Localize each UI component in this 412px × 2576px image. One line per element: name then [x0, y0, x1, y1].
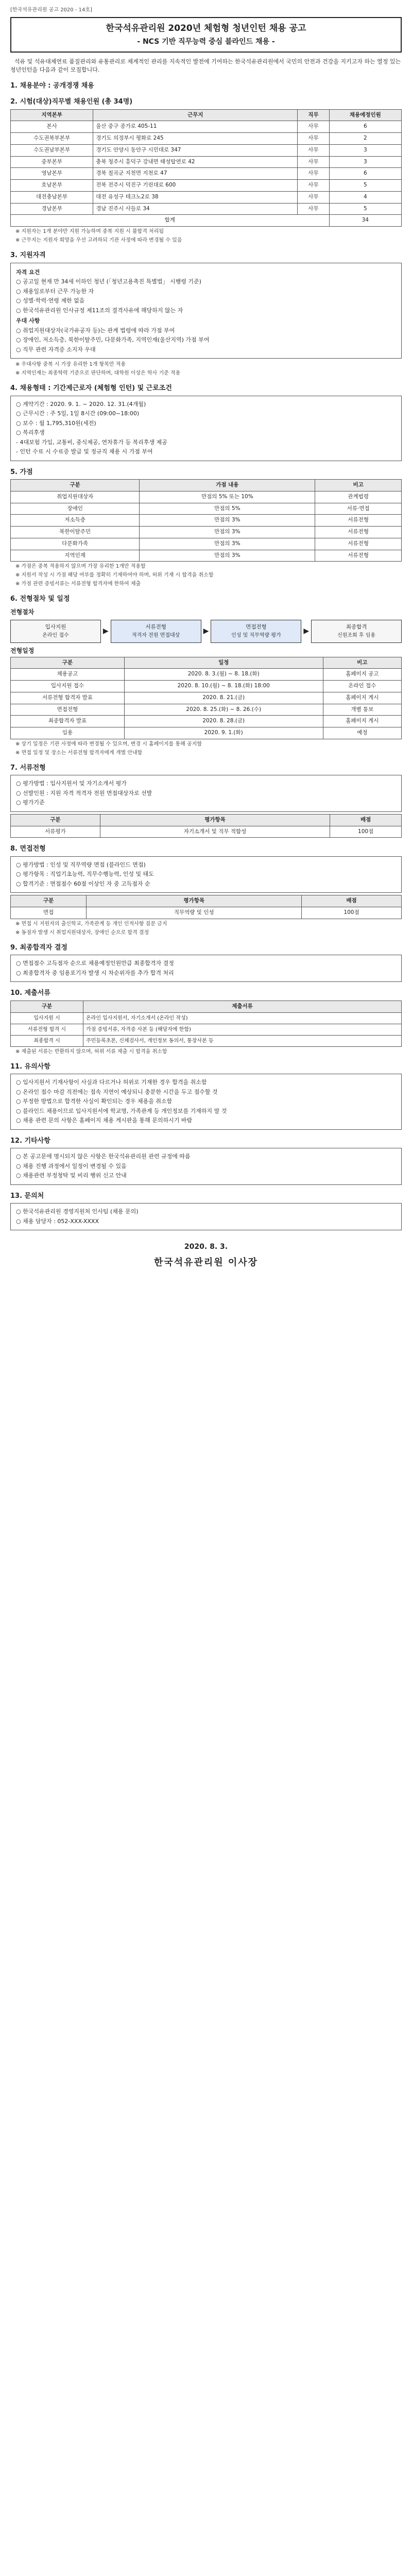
note: ※ 지역인재는 최종학력 기준으로 판단하며, 대학원 이상은 학사 기준 적용: [15, 370, 181, 376]
cell: 영남본부: [11, 168, 93, 180]
col-header: 평가항목: [87, 895, 302, 907]
note: ※ 면접 일정 및 장소는 서류전형 합격자에게 개별 안내함: [15, 750, 143, 756]
list-item: ○ 공고일 현재 만 34세 이하인 청년 (「청년고용촉진 특별법」 시행령 기준): [16, 278, 201, 285]
list-item: ○ 채용 진행 과정에서 일정이 변경될 수 있음: [16, 1162, 127, 1170]
cell: 지역인재: [11, 550, 140, 562]
cell: 채용공고: [11, 669, 125, 681]
table-total-row: [11, 215, 402, 227]
page-title: 한국석유관리원 2020년 체험형 청년인턴 채용 공고: [106, 23, 306, 33]
note: ※ 가점 관련 증빙서류는 서류전형 합격자에 한하여 제출: [15, 581, 141, 587]
table-row: [11, 907, 402, 919]
cell: 온라인 접수: [323, 681, 401, 692]
list-item: ○ 블라인드 채용이므로 입사지원서에 학교명, 가족관계 등 개인정보를 기재하지 말 것: [16, 1107, 227, 1114]
cell: 홈페이지 공고: [323, 669, 401, 681]
list-item: ○ 보수 : 월 1,795,310원(세전): [16, 419, 96, 427]
list-item: ○ 직무 관련 자격증 소지자 우대: [16, 346, 96, 353]
table-row: [11, 491, 402, 503]
cell: 만점의 5%: [140, 503, 315, 515]
cell: 2020. 8. 3.(월) ~ 8. 18.(화): [124, 669, 323, 681]
cell: 5: [329, 180, 401, 192]
notice-date: 2020. 8. 3.: [184, 1243, 228, 1251]
bonus-table: [10, 479, 402, 562]
table-row: [11, 826, 402, 838]
cell: 경남 진주시 사들로 34: [93, 203, 298, 215]
table-row: [11, 550, 402, 562]
cell: 경기도 안양시 동안구 시민대로 347: [93, 144, 298, 156]
notice-id: [한국석유관리원 공고 2020 - 14호]: [10, 7, 92, 13]
cell: 개별 통보: [323, 704, 401, 716]
table-row: [11, 681, 402, 692]
flow-step-title: 입사지원: [45, 623, 66, 630]
table-row: [11, 156, 402, 168]
intro-text: 석유 및 석유대체연료 품질관리와 유통관리로 체계적인 관리를 지속적인 발전에 기여하는 한국석유관리원에서 국민의 안전과 건강을 지키고자 하는 열정 있는 청년인턴을 다음과 같이 모집합니다.: [10, 58, 401, 73]
cell: 만점의 3%: [140, 550, 315, 562]
flow-step-desc: 인성 및 직무역량 평가: [231, 632, 281, 638]
cell: 3: [329, 144, 401, 156]
section-4: [10, 383, 402, 461]
table-row: [11, 669, 402, 681]
list-item: ○ 온라인 접수 마감 직전에는 접속 지연이 예상되니 충분한 시간을 두고 접수할 것: [16, 1088, 218, 1095]
cell: 자기소개서 및 직무 적합성: [100, 826, 330, 838]
table-row: [11, 503, 402, 515]
cell: 서류전형: [315, 527, 402, 538]
cell: 수도권북부본부: [11, 133, 93, 145]
col-header: 비고: [315, 480, 402, 492]
cell: 만점의 3%: [140, 515, 315, 527]
process-flow: [10, 620, 402, 643]
list-item: ○ 한국석유관리원 인사규정 제11조의 결격사유에 해당하지 않는 자: [16, 307, 183, 314]
cell: 전북 전주시 덕진구 기린대로 600: [93, 180, 298, 192]
cell: 사무: [298, 203, 329, 215]
cell: 입사지원 시: [11, 1012, 83, 1024]
note: ※ 지원서 작성 시 가점 해당 여부를 정확히 기재하여야 하며, 허위 기재 시 합격을 취소함: [15, 572, 214, 579]
note: ※ 우대사항 중복 시 가장 유리한 1개 항목만 적용: [15, 362, 126, 367]
cell: 장애인: [11, 503, 140, 515]
flow-step-desc: 적격자 전원 면접대상: [132, 632, 180, 638]
cell: 직무역량 및 인성: [87, 907, 302, 919]
section-9: [10, 943, 402, 982]
caution-box: [10, 1074, 402, 1130]
cell: 사무: [298, 168, 329, 180]
list-item: ○ 채용 담당자 : 052-XXX-XXXX: [16, 1217, 99, 1225]
list-item: ○ 채용 관련 문의 사항은 홈페이지 채용 게시판을 통해 문의하시기 바람: [16, 1117, 193, 1124]
cell: 경기도 의정부시 평화로 245: [93, 133, 298, 145]
section-8: [10, 844, 402, 937]
schedule-table: [10, 657, 402, 739]
cell: 북한이탈주민: [11, 527, 140, 538]
cell: 수도권남부본부: [11, 144, 93, 156]
cell: 취업지원대상자: [11, 491, 140, 503]
cell: 입사지원 접수: [11, 681, 125, 692]
section-10: [10, 988, 402, 1055]
list-item: ○ 한국석유관리원 경영지원처 인사팀 (채용 문의): [16, 1208, 139, 1215]
cell: 6: [329, 168, 401, 180]
list-item: ○ 합격기준 : 면접점수 60점 이상인 자 중 고득점자 순: [16, 880, 150, 887]
list-item: ○ 장애인, 저소득층, 북한이탈주민, 다문화가족, 지역인재(울산지역) 가점 부여: [16, 336, 210, 343]
col-header: 구분: [11, 895, 87, 907]
list-item: ○ 최종합격자 중 임용포기자 발생 시 차순위자를 추가 합격 처리: [16, 969, 174, 976]
total-value: 34: [329, 215, 401, 227]
sub-heading: 전형절차: [10, 608, 35, 616]
cell: 4: [329, 191, 401, 203]
list-item: ○ 부정한 방법으로 합격한 사실이 확인되는 경우 채용을 취소함: [16, 1098, 173, 1105]
cell: 3: [329, 156, 401, 168]
note: ※ 가점은 중복 적용하지 않으며 가장 유리한 1개만 적용함: [15, 564, 146, 570]
col-header: 제출서류: [83, 1001, 402, 1012]
list-item: ○ 평가방법 : 인성 및 직무역량 면접 (블라인드 면접): [16, 861, 146, 868]
cell: 2020. 8. 28.(금): [124, 716, 323, 727]
cell: 사무: [298, 133, 329, 145]
cell: 홈페이지 게시: [323, 716, 401, 727]
cell: 대전 유성구 테크노2로 38: [93, 191, 298, 203]
section-6: [10, 594, 402, 757]
table-row: [11, 168, 402, 180]
cell: 중부본부: [11, 156, 93, 168]
cell: 사무: [298, 156, 329, 168]
list-item: ○ 복리후생: [16, 429, 45, 436]
section-heading: 9. 최종합격자 결정: [10, 943, 67, 952]
col-header: 지역본부: [11, 109, 93, 121]
section-heading: 12. 기타사항: [10, 1137, 50, 1145]
cell: 100점: [302, 907, 402, 919]
cell: 사무: [298, 121, 329, 133]
section-heading: 5. 가점: [10, 468, 33, 476]
flow-step: [10, 620, 101, 643]
page-subtitle: - NCS 기반 직무능력 중심 블라인드 채용 -: [137, 37, 275, 46]
cell: 5: [329, 203, 401, 215]
col-header: 비고: [323, 657, 401, 669]
cell: 최종합격자 발표: [11, 716, 125, 727]
section-3: [10, 250, 402, 377]
table-row: [11, 538, 402, 550]
cell: 서류평가: [11, 826, 100, 838]
issuer-name: 한국석유관리원 이사장: [153, 1257, 259, 1268]
cell: 사무: [298, 180, 329, 192]
note: ※ 면접 시 지원자의 출신학교, 가족관계 등 개인 인적사항 질문 금지: [15, 921, 167, 927]
section-heading: 2. 시험(대상)직무별 채용인원 (총 34명): [10, 98, 133, 106]
section-heading: 4. 채용형태 : 기간제근로자 (체험형 인턴) 및 근로조건: [10, 384, 172, 392]
table-row: [11, 1035, 402, 1046]
section-heading: 7. 서류전형: [10, 764, 46, 772]
col-header: 직무: [298, 109, 329, 121]
note: ※ 근무지는 지원자 희망을 우선 고려하되 기관 사정에 따라 변경될 수 있음: [15, 238, 182, 243]
list-item: ○ 면접점수 고득점자 순으로 채용예정인원만큼 최종합격자 결정: [16, 960, 174, 967]
list-item: ○ 평가방법 : 입사지원서 및 자기소개서 평가: [16, 780, 127, 787]
section-heading: 1. 채용분야 : 공개경쟁 채용: [10, 81, 94, 90]
col-header: 평가항목: [100, 814, 330, 826]
documents-table: [10, 1001, 402, 1047]
table-row: [11, 121, 402, 133]
cell: 2020. 8. 25.(화) ~ 8. 26.(수): [124, 704, 323, 716]
cell: 경북 칠곡군 지천면 지천로 47: [93, 168, 298, 180]
final-selection-box: [10, 955, 402, 982]
table-row: [11, 1024, 402, 1035]
contact-box: [10, 1203, 402, 1230]
table-row: [11, 144, 402, 156]
flow-step: [211, 620, 301, 643]
table-row: [11, 704, 402, 716]
section-13: [10, 1191, 402, 1231]
qualification-box: [10, 263, 402, 359]
flow-step: [311, 620, 402, 643]
section-1: [10, 81, 402, 91]
section-2: [10, 97, 402, 244]
sub-heading: 우대 사항: [16, 317, 40, 324]
table-row: [11, 527, 402, 538]
section-7: [10, 763, 402, 838]
note: ※ 상기 일정은 기관 사정에 따라 변경될 수 있으며, 변경 시 홈페이지를 통해 공지함: [15, 741, 202, 747]
cell: 주민등록초본, 신체검사서, 개인정보 동의서, 통장사본 등: [83, 1035, 402, 1046]
arrow-right-icon: ▶: [203, 626, 209, 635]
arrow-right-icon: ▶: [303, 626, 310, 635]
list-item: - 인턴 수료 시 수료증 발급 및 정규직 채용 시 가점 부여: [16, 448, 153, 455]
section-12: [10, 1136, 402, 1185]
cell: 2020. 8. 21.(금): [124, 692, 323, 704]
cell: 온라인 입사지원서, 자기소개서 (온라인 작성): [83, 1012, 402, 1024]
table-row: [11, 727, 402, 739]
cell: 서류전형: [315, 515, 402, 527]
section-heading: 8. 면접전형: [10, 845, 46, 853]
cell: 만점의 3%: [140, 538, 315, 550]
cell: 저소득층: [11, 515, 140, 527]
cell: 대전충남본부: [11, 191, 93, 203]
col-header: 구분: [11, 657, 125, 669]
screening-criteria-table: [10, 814, 402, 838]
cell: 2020. 8. 10.(월) ~ 8. 18.(화) 18:00: [124, 681, 323, 692]
cell: 다문화가족: [11, 538, 140, 550]
list-item: ○ 평가기준: [16, 799, 45, 806]
section-heading: 13. 문의처: [10, 1192, 44, 1200]
cell: 관계법령: [315, 491, 402, 503]
cell: 예정: [323, 727, 401, 739]
col-header: 구분: [11, 814, 100, 826]
notice-page: [10, 0, 402, 1284]
cell: 본사: [11, 121, 93, 133]
list-item: ○ 선발인원 : 지원 자격 적격자 전원 면접대상자로 선발: [16, 789, 152, 796]
flow-step-title: 면접전형: [246, 623, 267, 630]
flow-step: [111, 620, 201, 643]
cell: 서류전형 합격 시: [11, 1024, 83, 1035]
cell: 충북 청주시 흥덕구 강내면 태성탑연로 42: [93, 156, 298, 168]
flow-step-desc: 신원조회 후 임용: [337, 632, 376, 638]
cell: 사무: [298, 144, 329, 156]
cell: 만점의 5% 또는 10%: [140, 491, 315, 503]
col-header: 채용예정인원: [329, 109, 401, 121]
list-item: ○ 계약기간 : 2020. 9. 1. ~ 2020. 12. 31.(4개월): [16, 400, 146, 408]
interview-table: [10, 895, 402, 919]
list-item: - 4대보험 가입, 교통비, 중식제공, 연차휴가 등 복리후생 제공: [16, 438, 167, 446]
cell: 만점의 3%: [140, 527, 315, 538]
employment-box: [10, 396, 402, 461]
cell: 임용: [11, 727, 125, 739]
note: ※ 지원자는 1개 분야만 지원 가능하며 중복 지원 시 불합격 처리됨: [15, 229, 164, 234]
cell: 경남본부: [11, 203, 93, 215]
sub-heading: 전형일정: [10, 647, 35, 654]
cell: 울산 중구 종가로 405-11: [93, 121, 298, 133]
cell: 면접전형: [11, 704, 125, 716]
col-header: 배점: [302, 895, 402, 907]
list-item: ○ 채용관련 부정청탁 및 비리 행위 신고 안내: [16, 1172, 127, 1179]
cell: 서류전형: [315, 550, 402, 562]
table-row: [11, 692, 402, 704]
cell: 서류·면접: [315, 503, 402, 515]
flow-step-title: 최종합격: [346, 623, 367, 630]
sub-heading: 자격 요건: [16, 268, 40, 276]
note: ※ 제출된 서류는 반환하지 않으며, 허위 서류 제출 시 합격을 취소함: [15, 1048, 167, 1055]
document-screening-box: [10, 775, 402, 812]
table-row: [11, 515, 402, 527]
list-item: ○ 입사지원서 기재사항이 사실과 다르거나 허위로 기재한 경우 합격을 취소함: [16, 1079, 207, 1086]
cell: 6: [329, 121, 401, 133]
table-row: [11, 180, 402, 192]
section-5: [10, 467, 402, 588]
cell: 사무: [298, 191, 329, 203]
cell: 홈페이지 게시: [323, 692, 401, 704]
list-item: ○ 성별·학력·연령 제한 없음: [16, 297, 85, 304]
list-item: ○ 채용일로부터 근무 가능한 자: [16, 287, 94, 295]
col-header: 가점 내용: [140, 480, 315, 492]
cell: 서류전형: [315, 538, 402, 550]
cell: 서류전형 합격자 발표: [11, 692, 125, 704]
title-box: [10, 17, 402, 53]
col-header: 구분: [11, 1001, 83, 1012]
list-item: ○ 평가항목 : 직업기초능력, 직무수행능력, 인성 및 태도: [16, 871, 154, 878]
cell: 최종합격 시: [11, 1035, 83, 1046]
table-row: [11, 716, 402, 727]
table-row: [11, 203, 402, 215]
section-heading: 3. 지원자격: [10, 251, 46, 259]
arrow-right-icon: ▶: [102, 626, 109, 635]
cell: 가점 증빙서류, 자격증 사본 등 (해당자에 한함): [83, 1024, 402, 1035]
cell: 2020. 9. 1.(화): [124, 727, 323, 739]
col-header: 배점: [330, 814, 402, 826]
section-11: [10, 1062, 402, 1130]
col-header: 근무지: [93, 109, 298, 121]
table-row: [11, 133, 402, 145]
list-item: ○ 근무시간 : 주 5일, 1일 8시간 (09:00~18:00): [16, 410, 140, 417]
cell: 100점: [330, 826, 402, 838]
col-header: 일정: [124, 657, 323, 669]
table-row: [11, 1012, 402, 1024]
list-item: ○ 취업지원대상자(국가유공자 등)는 관계 법령에 따라 가점 부여: [16, 327, 175, 334]
misc-box: [10, 1148, 402, 1185]
note: ※ 동점자 발생 시 취업지원대상자, 장애인 순으로 합격 결정: [15, 929, 149, 936]
flow-step-desc: 온라인 접수: [42, 632, 69, 638]
cell: 2: [329, 133, 401, 145]
list-item: ○ 본 공고문에 명시되지 않은 사항은 한국석유관리원 관련 규정에 따름: [16, 1153, 191, 1160]
cell: 면접: [11, 907, 87, 919]
col-header: 구분: [11, 480, 140, 492]
total-label: 합계: [11, 215, 330, 227]
table-row: [11, 191, 402, 203]
footer: [10, 1242, 402, 1269]
hiring-table: [10, 109, 402, 227]
section-heading: 6. 전형절차 및 일정: [10, 595, 70, 603]
section-heading: 10. 제출서류: [10, 989, 50, 997]
interview-box: [10, 856, 402, 893]
section-heading: 11. 유의사항: [10, 1062, 50, 1071]
cell: 호남본부: [11, 180, 93, 192]
flow-step-title: 서류전형: [145, 623, 166, 630]
